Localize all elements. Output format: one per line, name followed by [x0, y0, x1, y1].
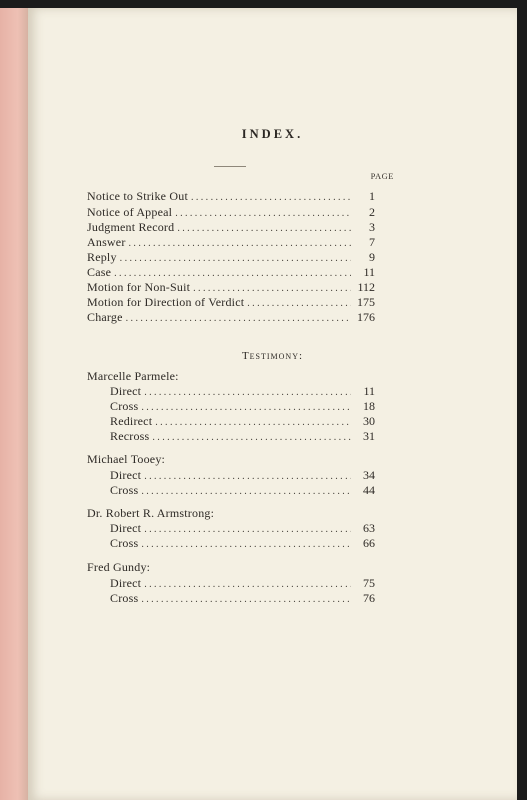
testimony-entry: [110, 384, 375, 398]
entry-page: 63: [363, 521, 375, 535]
witness-name: Dr. Robert R. Armstrong:: [87, 506, 215, 520]
testimony-entry: [110, 414, 375, 428]
index-entry: [87, 220, 375, 234]
leader-dots: [144, 387, 351, 398]
index-entry: [87, 280, 375, 294]
entry-page: 1: [369, 189, 375, 203]
entry-page: 175: [357, 295, 375, 309]
entry-label: Reply: [87, 250, 117, 264]
entry-label: Charge: [87, 310, 123, 324]
testimony-entry: [110, 591, 375, 605]
leader-dots: [191, 192, 351, 203]
testimony-entry: [110, 429, 375, 443]
entry-label: Direct: [110, 384, 142, 398]
entry-page: 76: [363, 591, 375, 605]
index-entry: [87, 205, 375, 219]
leader-dots: [141, 402, 351, 413]
witness-name: Marcelle Parmele:: [87, 369, 179, 383]
leader-dots: [141, 594, 351, 605]
leader-dots: [175, 208, 351, 219]
entry-page: 9: [369, 250, 375, 264]
entry-label: Notice to Strike Out: [87, 189, 188, 203]
entry-page: 7: [369, 235, 375, 249]
entry-page: 75: [363, 576, 375, 590]
leader-dots: [193, 283, 351, 294]
entry-label: Notice of Appeal: [87, 205, 173, 219]
entry-page: 112: [357, 280, 375, 294]
entry-label: Direct: [110, 576, 142, 590]
leader-dots: [247, 298, 351, 309]
entry-label: Cross: [110, 399, 139, 413]
entry-page: 11: [363, 384, 375, 398]
entry-page: 34: [363, 468, 375, 482]
witness-name: Michael Tooey:: [87, 452, 166, 466]
leader-dots: [141, 539, 351, 550]
testimony-entry: [110, 483, 375, 497]
index-entry: [87, 295, 375, 309]
entry-label: Motion for Direction of Verdict: [87, 295, 245, 309]
leader-dots: [177, 223, 351, 234]
testimony-entry: [110, 576, 375, 590]
entry-page: 11: [363, 265, 375, 279]
leader-dots: [152, 432, 351, 443]
leader-dots: [141, 486, 351, 497]
entry-page: 2: [369, 205, 375, 219]
entry-page: 3: [369, 220, 375, 234]
testimony-heading: Testimony:: [241, 350, 304, 362]
testimony-entry: [110, 521, 375, 535]
index-entry: [87, 265, 375, 279]
leader-dots: [120, 253, 351, 264]
entry-page: 18: [363, 399, 375, 413]
document-page: [28, 8, 517, 800]
testimony-entry: [110, 536, 375, 550]
entry-page: 31: [363, 429, 375, 443]
entry-label: Answer: [87, 235, 126, 249]
entry-label: Recross: [110, 429, 150, 443]
leader-dots: [155, 417, 351, 428]
entry-label: Judgment Record: [87, 220, 175, 234]
entry-label: Direct: [110, 521, 142, 535]
entry-label: Cross: [110, 591, 139, 605]
entry-page: 66: [363, 536, 375, 550]
testimony-entry: [110, 399, 375, 413]
leader-dots: [144, 471, 351, 482]
entry-label: Motion for Non-Suit: [87, 280, 191, 294]
leader-dots: [144, 524, 351, 535]
page-column-header: PAGE: [370, 171, 394, 181]
leader-dots: [129, 238, 351, 249]
leader-dots: [126, 313, 351, 324]
leader-dots: [144, 579, 351, 590]
entry-label: Cross: [110, 483, 139, 497]
index-entry: [87, 189, 375, 203]
entry-label: Direct: [110, 468, 142, 482]
entry-label: Cross: [110, 536, 139, 550]
index-title: INDEX.: [241, 127, 304, 141]
index-entry: [87, 250, 375, 264]
witness-name: Fred Gundy:: [87, 560, 151, 574]
entry-label: Case: [87, 265, 112, 279]
index-entry: [87, 310, 375, 324]
entry-label: Redirect: [110, 414, 153, 428]
leader-dots: [114, 268, 351, 279]
entry-page: 176: [357, 310, 375, 324]
index-entry: [87, 235, 375, 249]
entry-page: 30: [363, 414, 375, 428]
testimony-entry: [110, 468, 375, 482]
title-rule: [214, 166, 246, 167]
entry-page: 44: [363, 483, 375, 497]
